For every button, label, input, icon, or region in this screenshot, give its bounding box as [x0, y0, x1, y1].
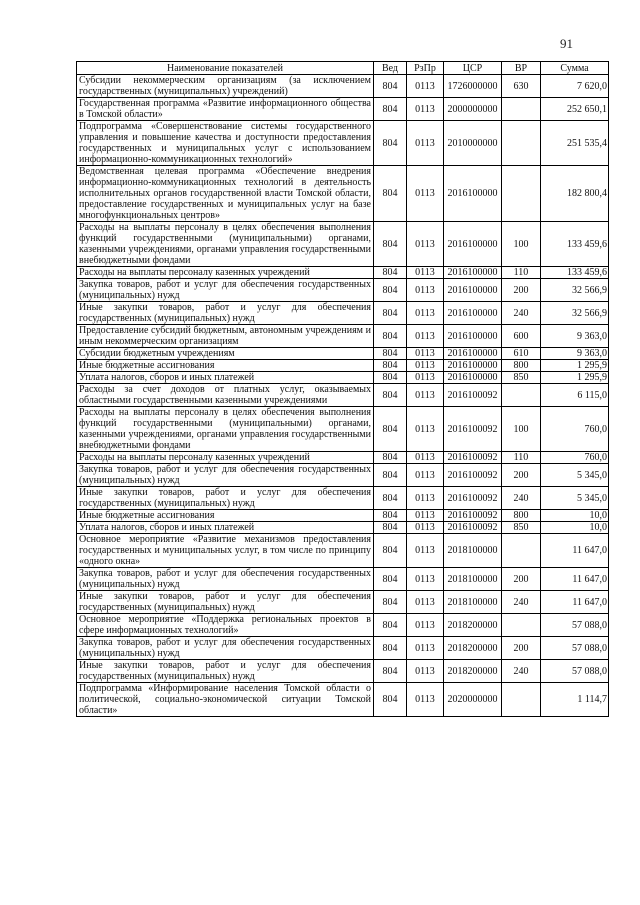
- table-row: [77, 222, 609, 267]
- table-row: [77, 302, 609, 325]
- row-csr: 2016100000: [444, 302, 502, 325]
- row-rzpr: 0113: [407, 510, 444, 522]
- row-ved: 804: [374, 522, 407, 534]
- row-ved: 804: [374, 510, 407, 522]
- row-sum: 133 459,6: [541, 267, 609, 279]
- table-header-row: [77, 62, 609, 75]
- row-ved: 804: [374, 121, 407, 166]
- row-csr: 2018200000: [444, 614, 502, 637]
- row-ved: 804: [374, 614, 407, 637]
- row-csr: 2016100092: [444, 452, 502, 464]
- row-vr: 100: [502, 222, 541, 267]
- row-name: Уплата налогов, сборов и иных платежей: [77, 522, 374, 534]
- row-csr: 2018100000: [444, 591, 502, 614]
- row-sum: 32 566,9: [541, 302, 609, 325]
- row-ved: 804: [374, 372, 407, 384]
- row-ved: 804: [374, 487, 407, 510]
- row-name: Ведомственная целевая программа «Обеспечение внедрения информационно-коммуникационных технологий в деятельность исполнительных органов государственной власти Томской области, предоставление государственных и муниципальных услуг на базе многофункциональных центров»: [77, 166, 374, 222]
- row-name: Подпрограмма «Информирование населения Томской области о политической, социально-экономической ситуации Томской области»: [77, 683, 374, 717]
- table-row: [77, 464, 609, 487]
- row-vr: 240: [502, 660, 541, 683]
- row-rzpr: 0113: [407, 222, 444, 267]
- row-rzpr: 0113: [407, 348, 444, 360]
- table-row: [77, 614, 609, 637]
- row-sum: 10,0: [541, 522, 609, 534]
- row-name: Расходы на выплаты персоналу в целях обеспечения выполнения функций государственными (муниципальными) органами, казенными учреждениями, органами управления государственными внебюджетными фондами: [77, 222, 374, 267]
- row-sum: 5 345,0: [541, 487, 609, 510]
- row-sum: 11 647,0: [541, 591, 609, 614]
- row-vr: 630: [502, 75, 541, 98]
- row-rzpr: 0113: [407, 534, 444, 568]
- row-rzpr: 0113: [407, 407, 444, 452]
- row-sum: 11 647,0: [541, 568, 609, 591]
- row-csr: 2016100000: [444, 372, 502, 384]
- row-name: Иные бюджетные ассигнования: [77, 360, 374, 372]
- row-csr: 2020000000: [444, 683, 502, 717]
- row-name: Иные закупки товаров, работ и услуг для обеспечения государственных (муниципальных) нужд: [77, 660, 374, 683]
- header-ved: Вед: [374, 62, 407, 75]
- row-csr: 2016100000: [444, 166, 502, 222]
- row-csr: 2016100000: [444, 279, 502, 302]
- row-ved: 804: [374, 267, 407, 279]
- row-name: Субсидии бюджетным учреждениям: [77, 348, 374, 360]
- table-row: [77, 660, 609, 683]
- row-name: Иные бюджетные ассигнования: [77, 510, 374, 522]
- row-rzpr: 0113: [407, 384, 444, 407]
- row-vr: [502, 534, 541, 568]
- row-csr: 2016100092: [444, 384, 502, 407]
- row-csr: 2018100000: [444, 568, 502, 591]
- table-row: [77, 267, 609, 279]
- row-ved: 804: [374, 534, 407, 568]
- row-vr: 240: [502, 302, 541, 325]
- row-rzpr: 0113: [407, 522, 444, 534]
- row-sum: 1 295,9: [541, 372, 609, 384]
- table-row: [77, 522, 609, 534]
- table-row: [77, 372, 609, 384]
- table-row: [77, 75, 609, 98]
- row-csr: 2018200000: [444, 660, 502, 683]
- row-name: Иные закупки товаров, работ и услуг для обеспечения государственных (муниципальных) нужд: [77, 302, 374, 325]
- row-name: Закупка товаров, работ и услуг для обеспечения государственных (муниципальных) нужд: [77, 464, 374, 487]
- budget-table: [76, 61, 609, 717]
- row-name: Расходы за счет доходов от платных услуг, оказываемых областными государственными казенными учреждениями: [77, 384, 374, 407]
- row-csr: 2016100092: [444, 487, 502, 510]
- row-csr: 2016100000: [444, 325, 502, 348]
- table-row: [77, 568, 609, 591]
- row-name: Подпрограмма «Совершенствование системы государственного управления и повышение качества и доступности предоставления государственных и муниципальных услуг с использованием информационно-коммуникационных технологий»: [77, 121, 374, 166]
- row-name: Иные закупки товаров, работ и услуг для обеспечения государственных (муниципальных) нужд: [77, 591, 374, 614]
- row-vr: 610: [502, 348, 541, 360]
- row-sum: 182 800,4: [541, 166, 609, 222]
- row-name: Основное мероприятие «Поддержка региональных проектов в сфере информационных технологий»: [77, 614, 374, 637]
- row-ved: 804: [374, 166, 407, 222]
- row-rzpr: 0113: [407, 360, 444, 372]
- row-rzpr: 0113: [407, 591, 444, 614]
- row-sum: 11 647,0: [541, 534, 609, 568]
- table-row: [77, 348, 609, 360]
- row-name: Государственная программа «Развитие информационного общества в Томской области»: [77, 98, 374, 121]
- row-sum: 32 566,9: [541, 279, 609, 302]
- table-body: [77, 75, 609, 717]
- row-ved: 804: [374, 98, 407, 121]
- row-ved: 804: [374, 683, 407, 717]
- row-ved: 804: [374, 384, 407, 407]
- row-name: Расходы на выплаты персоналу казенных учреждений: [77, 267, 374, 279]
- table-row: [77, 637, 609, 660]
- row-vr: 240: [502, 487, 541, 510]
- row-sum: 7 620,0: [541, 75, 609, 98]
- row-ved: 804: [374, 75, 407, 98]
- row-csr: 2016100000: [444, 222, 502, 267]
- row-sum: 6 115,0: [541, 384, 609, 407]
- table-row: [77, 98, 609, 121]
- table-row: [77, 407, 609, 452]
- row-name: Субсидии некоммерческим организациям (за исключением государственных (муниципальных) учреждений): [77, 75, 374, 98]
- row-vr: 800: [502, 510, 541, 522]
- row-name: Закупка товаров, работ и услуг для обеспечения государственных (муниципальных) нужд: [77, 637, 374, 660]
- header-name: Наименование показателей: [77, 62, 374, 75]
- row-sum: 760,0: [541, 407, 609, 452]
- row-rzpr: 0113: [407, 372, 444, 384]
- row-csr: 1726000000: [444, 75, 502, 98]
- row-csr: 2018200000: [444, 637, 502, 660]
- row-csr: 2016100092: [444, 464, 502, 487]
- row-vr: [502, 166, 541, 222]
- row-ved: 804: [374, 660, 407, 683]
- row-sum: 252 650,1: [541, 98, 609, 121]
- row-vr: 200: [502, 279, 541, 302]
- row-sum: 57 088,0: [541, 660, 609, 683]
- row-rzpr: 0113: [407, 464, 444, 487]
- row-csr: 2016100092: [444, 510, 502, 522]
- row-vr: [502, 384, 541, 407]
- table-row: [77, 360, 609, 372]
- row-sum: 57 088,0: [541, 614, 609, 637]
- row-sum: 1 295,9: [541, 360, 609, 372]
- row-ved: 804: [374, 302, 407, 325]
- row-rzpr: 0113: [407, 267, 444, 279]
- row-ved: 804: [374, 568, 407, 591]
- row-vr: 240: [502, 591, 541, 614]
- row-sum: 9 363,0: [541, 325, 609, 348]
- row-vr: 850: [502, 522, 541, 534]
- row-rzpr: 0113: [407, 302, 444, 325]
- table-row: [77, 452, 609, 464]
- row-ved: 804: [374, 348, 407, 360]
- table-row: [77, 510, 609, 522]
- row-vr: [502, 614, 541, 637]
- row-rzpr: 0113: [407, 75, 444, 98]
- row-sum: 10,0: [541, 510, 609, 522]
- row-rzpr: 0113: [407, 279, 444, 302]
- header-sum: Сумма: [541, 62, 609, 75]
- row-csr: 2010000000: [444, 121, 502, 166]
- row-sum: 760,0: [541, 452, 609, 464]
- row-name: Закупка товаров, работ и услуг для обеспечения государственных (муниципальных) нужд: [77, 279, 374, 302]
- header-rzpr: РзПр: [407, 62, 444, 75]
- row-ved: 804: [374, 279, 407, 302]
- row-vr: [502, 683, 541, 717]
- table-row: [77, 487, 609, 510]
- table-row: [77, 325, 609, 348]
- row-sum: 5 345,0: [541, 464, 609, 487]
- row-vr: 110: [502, 267, 541, 279]
- row-vr: 110: [502, 452, 541, 464]
- row-rzpr: 0113: [407, 166, 444, 222]
- row-vr: 800: [502, 360, 541, 372]
- row-name: Иные закупки товаров, работ и услуг для обеспечения государственных (муниципальных) нужд: [77, 487, 374, 510]
- row-rzpr: 0113: [407, 637, 444, 660]
- row-vr: 200: [502, 637, 541, 660]
- row-ved: 804: [374, 591, 407, 614]
- row-csr: 2016100000: [444, 360, 502, 372]
- table-row: [77, 121, 609, 166]
- row-rzpr: 0113: [407, 487, 444, 510]
- row-sum: 9 363,0: [541, 348, 609, 360]
- row-ved: 804: [374, 222, 407, 267]
- row-csr: 2016100000: [444, 348, 502, 360]
- row-csr: 2018100000: [444, 534, 502, 568]
- row-ved: 804: [374, 407, 407, 452]
- row-sum: 1 114,7: [541, 683, 609, 717]
- table-row: [77, 683, 609, 717]
- header-csr: ЦСР: [444, 62, 502, 75]
- row-vr: [502, 98, 541, 121]
- row-rzpr: 0113: [407, 614, 444, 637]
- row-name: Основное мероприятие «Развитие механизмов предоставления государственных и муниципальных услуг, в том числе по принципу «одного окна»: [77, 534, 374, 568]
- table-row: [77, 384, 609, 407]
- row-ved: 804: [374, 325, 407, 348]
- row-vr: [502, 121, 541, 166]
- row-name: Уплата налогов, сборов и иных платежей: [77, 372, 374, 384]
- table-row: [77, 279, 609, 302]
- row-vr: 200: [502, 568, 541, 591]
- row-sum: 251 535,4: [541, 121, 609, 166]
- table-row: [77, 166, 609, 222]
- row-rzpr: 0113: [407, 452, 444, 464]
- row-csr: 2016100092: [444, 522, 502, 534]
- row-name: Закупка товаров, работ и услуг для обеспечения государственных (муниципальных) нужд: [77, 568, 374, 591]
- row-vr: 600: [502, 325, 541, 348]
- row-sum: 57 088,0: [541, 637, 609, 660]
- row-vr: 850: [502, 372, 541, 384]
- row-sum: 133 459,6: [541, 222, 609, 267]
- row-ved: 804: [374, 360, 407, 372]
- table-row: [77, 591, 609, 614]
- row-csr: 2016100092: [444, 407, 502, 452]
- row-csr: 2000000000: [444, 98, 502, 121]
- row-vr: 100: [502, 407, 541, 452]
- row-rzpr: 0113: [407, 683, 444, 717]
- row-rzpr: 0113: [407, 325, 444, 348]
- row-name: Предоставление субсидий бюджетным, автономным учреждениям и иным некоммерческим организациям: [77, 325, 374, 348]
- row-rzpr: 0113: [407, 98, 444, 121]
- row-name: Расходы на выплаты персоналу казенных учреждений: [77, 452, 374, 464]
- row-name: Расходы на выплаты персоналу в целях обеспечения выполнения функций государственными (муниципальными) органами, казенными учреждениями, органами управления государственными внебюджетными фондами: [77, 407, 374, 452]
- row-ved: 804: [374, 637, 407, 660]
- row-vr: 200: [502, 464, 541, 487]
- table-row: [77, 534, 609, 568]
- row-rzpr: 0113: [407, 121, 444, 166]
- row-rzpr: 0113: [407, 660, 444, 683]
- row-ved: 804: [374, 464, 407, 487]
- row-ved: 804: [374, 452, 407, 464]
- header-vr: ВР: [502, 62, 541, 75]
- page-number: 91: [560, 36, 573, 51]
- row-csr: 2016100000: [444, 267, 502, 279]
- row-rzpr: 0113: [407, 568, 444, 591]
